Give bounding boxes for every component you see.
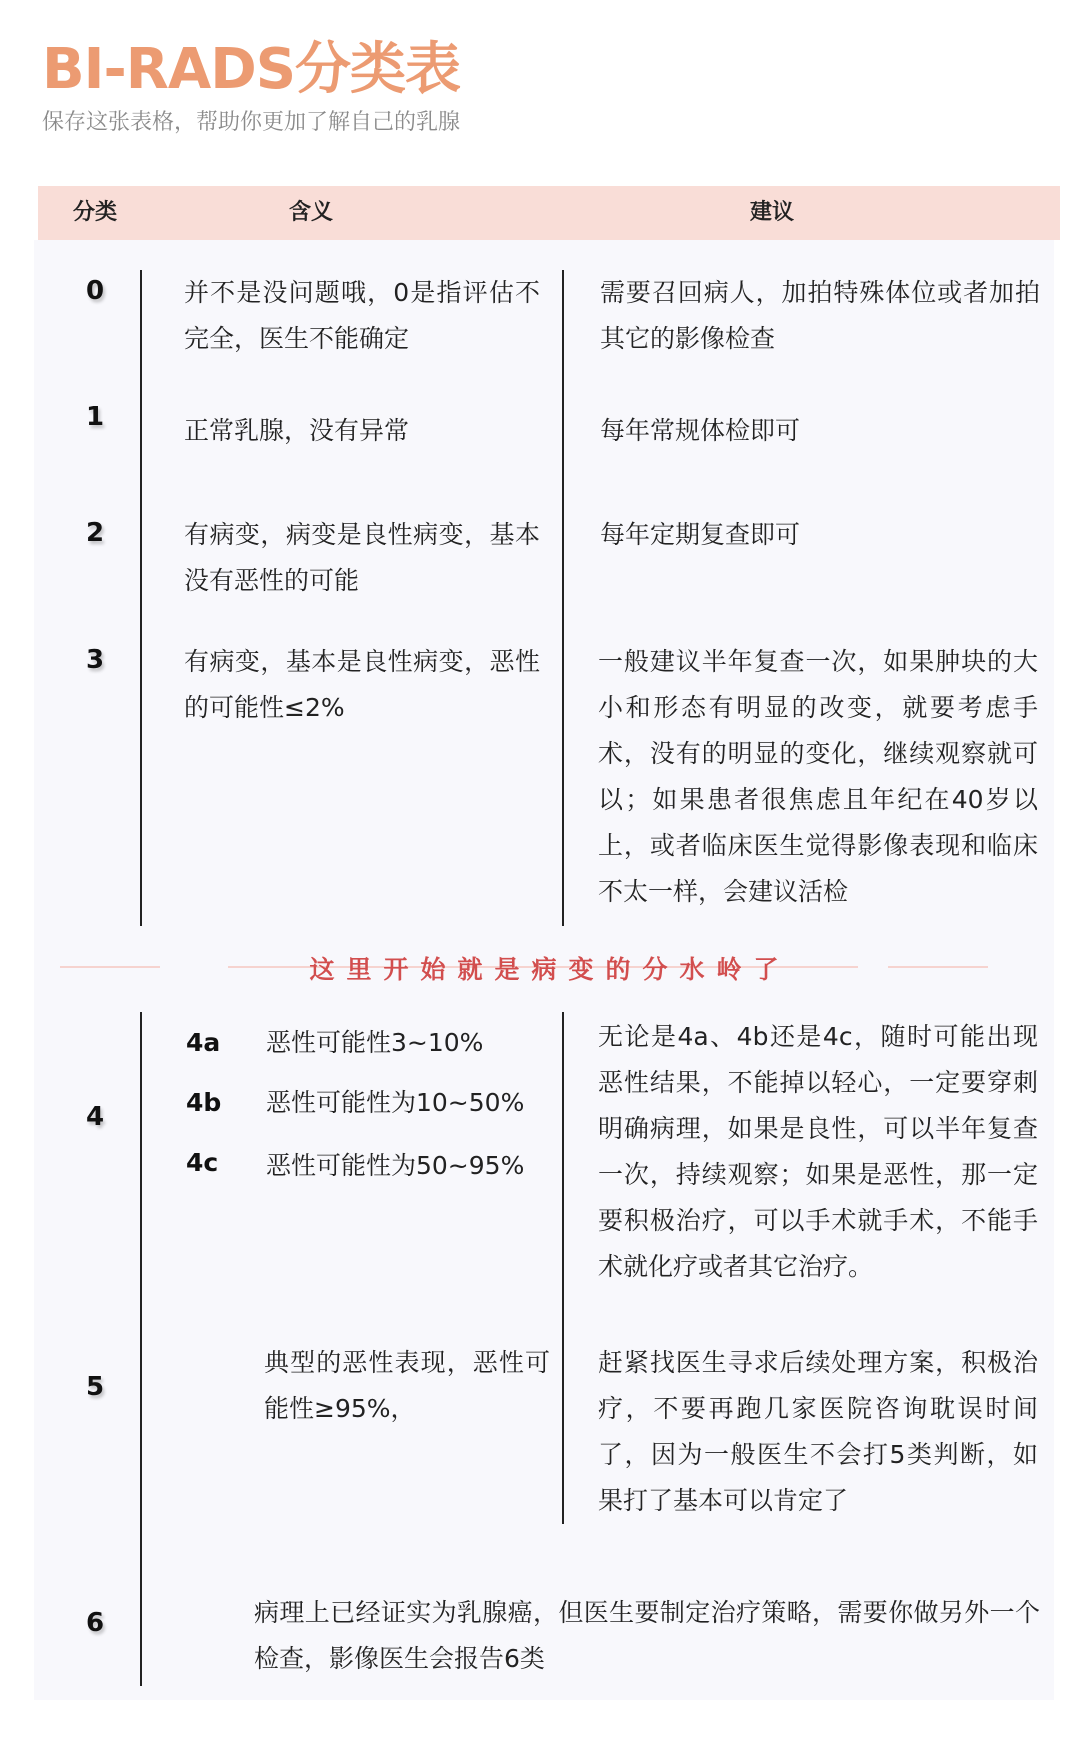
- subcategory-text: 恶性可能性为50~95%: [266, 1151, 525, 1180]
- row-text: 病理上已经证实为乳腺癌，但医生要制定治疗策略，需要你做另外一个检查，影像医生会报告6类: [254, 1598, 1040, 1673]
- row-number: 5: [85, 1372, 105, 1402]
- page-title: BI-RADS分类表: [42, 37, 461, 102]
- row-advice: 一般建议半年复查一次，如果肿块的大小和形态有明显的改变，就要考虑手术，没有的明显的变化，继续观察就可以；如果患者很焦虑且年纪在40岁以上，或者临床医生觉得影像表现和临床不太一样，会建议活检: [598, 647, 1038, 906]
- header-advice: 建议: [749, 200, 795, 225]
- table-header: [38, 186, 1060, 240]
- column-rule-left-lower: [140, 1012, 142, 1686]
- divider-line-right: [888, 966, 988, 968]
- row-meaning: 典型的恶性表现，恶性可能性≥95%，: [264, 1348, 550, 1423]
- row-advice: 赶紧找医生寻求后续处理方案，积极治疗，不要再跑几家医院咨询耽误时间了，因为一般医生不会打5类判断，如果打了基本可以肯定了: [598, 1348, 1038, 1515]
- subcategory-text: 恶性可能性3~10%: [266, 1028, 484, 1057]
- row-advice: 无论是4a、4b还是4c，随时可能出现恶性结果，不能掉以轻心，一定要穿刺明确病理，如果是良性，可以半年复查一次，持续观察；如果是恶性，那一定要积极治疗，可以手术就手术，不能手术就化疗或者其它治疗。: [598, 1022, 1038, 1281]
- row-number: 6: [85, 1608, 105, 1638]
- row-number: 1: [85, 402, 105, 432]
- subcategory-label: 4b: [186, 1088, 222, 1117]
- divider-line-left: [60, 966, 160, 968]
- row-meaning: 并不是没问题哦，0是指评估不完全，医生不能确定: [184, 278, 540, 353]
- divider-label: 这里开始就是病变的分水岭了: [309, 955, 791, 984]
- row-meaning: 正常乳腺，没有异常: [184, 416, 410, 445]
- row-number: 3: [85, 645, 105, 675]
- subcategory-text: 恶性可能性为10~50%: [266, 1088, 525, 1117]
- row-number: 2: [85, 518, 105, 548]
- header-category: 分类: [72, 200, 118, 225]
- column-rule-left: [140, 270, 142, 926]
- subcategory-label: 4c: [186, 1148, 219, 1177]
- column-rule-middle-lower: [562, 1012, 564, 1524]
- row-advice: 每年常规体检即可: [600, 416, 801, 445]
- row-number: 0: [85, 276, 105, 306]
- row-number: 4: [85, 1102, 105, 1132]
- column-rule-middle: [562, 270, 564, 926]
- subcategory-label: 4a: [186, 1028, 221, 1057]
- row-meaning: 有病变，病变是良性病变，基本没有恶性的可能: [184, 520, 540, 595]
- row-meaning: 有病变，基本是良性病变，恶性的可能性≤2%: [184, 647, 540, 722]
- row-advice: 需要召回病人，加拍特殊体位或者加拍其它的影像检查: [600, 278, 1040, 353]
- header-meaning: 含义: [288, 200, 334, 225]
- row-advice: 每年定期复查即可: [600, 520, 801, 549]
- page-subtitle: 保存这张表格，帮助你更加了解自己的乳腺: [42, 110, 461, 135]
